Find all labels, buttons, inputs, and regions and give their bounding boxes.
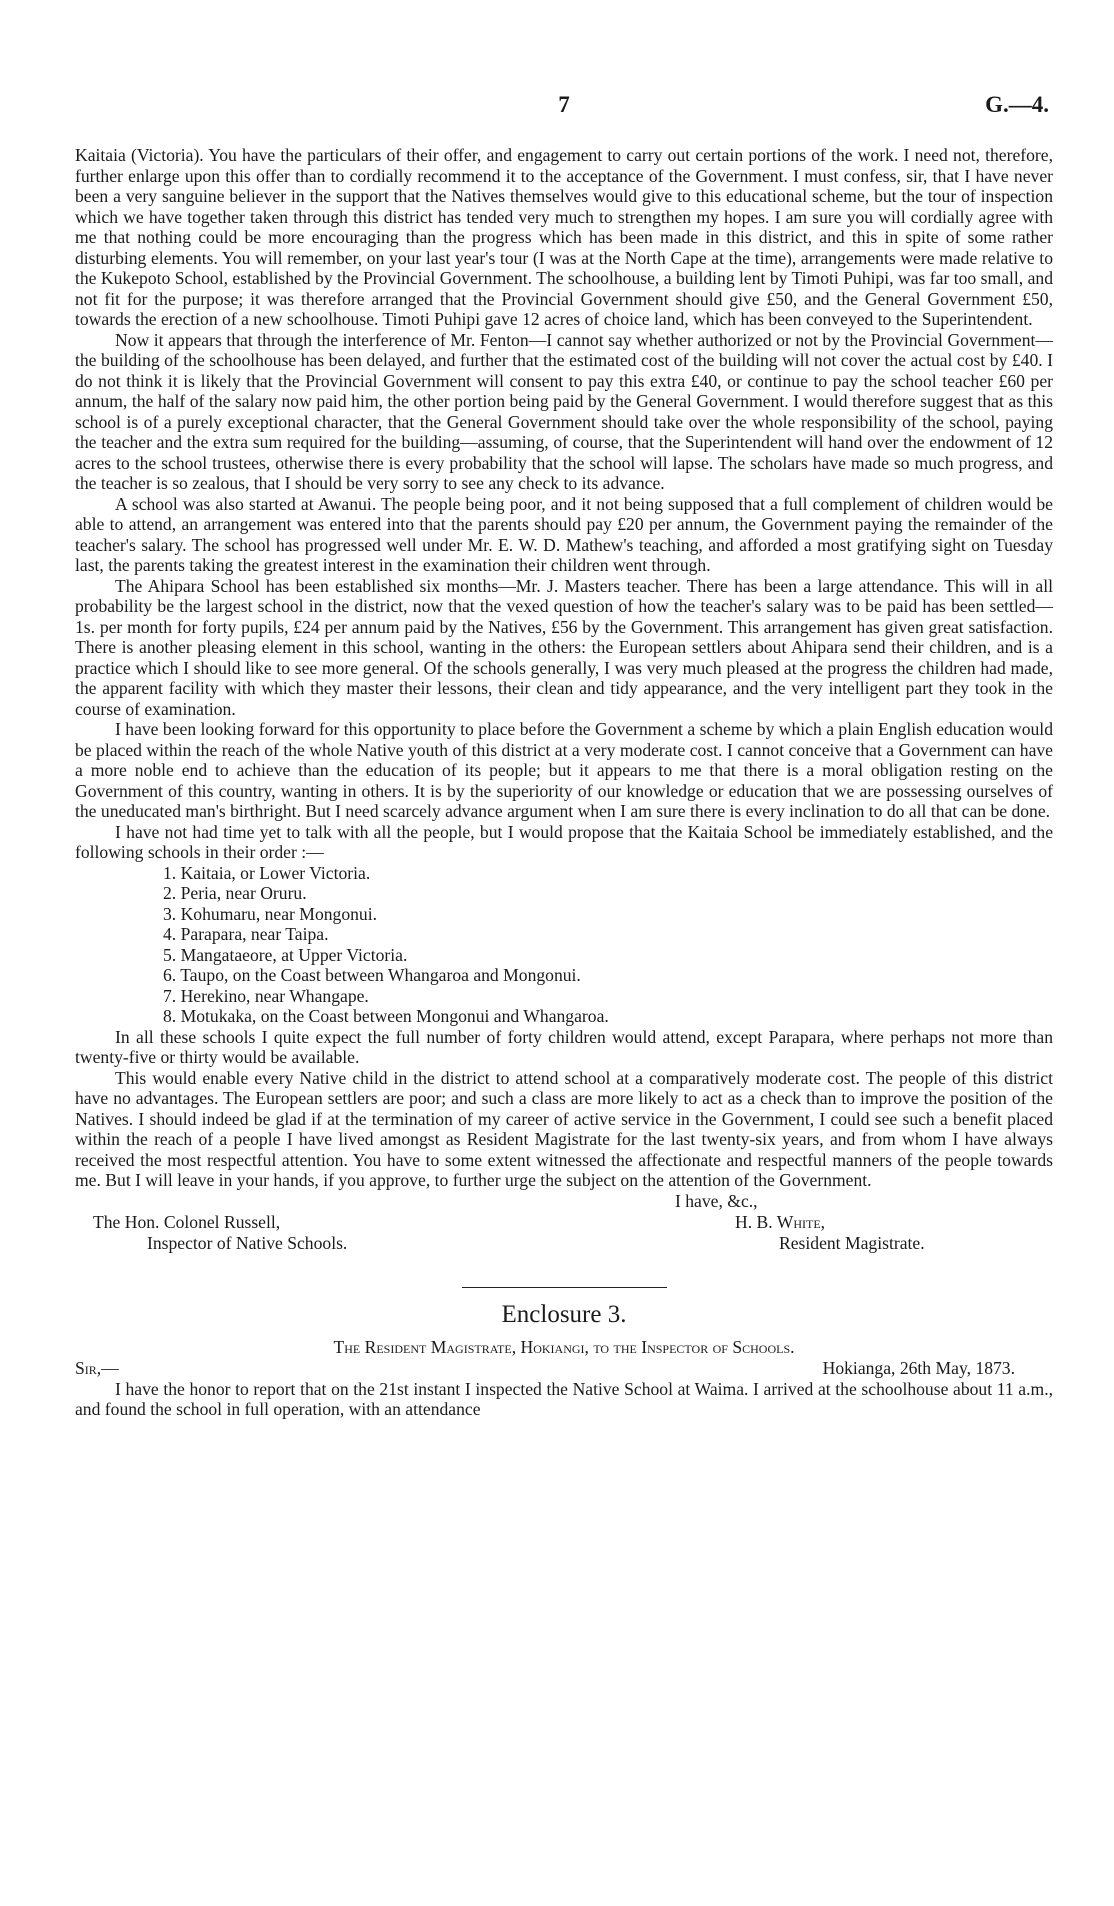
page-number: 7 (558, 92, 570, 117)
section-divider (462, 1287, 667, 1288)
addressee-name: The Hon. Colonel Russell, (93, 1211, 281, 1232)
salutation-line (75, 1358, 1053, 1379)
paragraph: Now it appears that through the interference of Mr. Fenton—I cannot say whether authorized or not by the Provincial Government—the building of the schoolhouse has been delayed, and further that the estimated cost of the building will not cover the actual cost by £40. I do not think it is likely that the Provincial Government will consent to pay this extra £40, or continue to pay the school teacher £60 per annum, the half of the salary now paid him, the other portion being paid by the General Government. I would therefore suggest that as this school is of a purely exceptional character, that the General Government should take over the whole responsibility of the school, paying the teacher and the extra sum required for the building—assuming, of course, that the Superintendent will hand over the endowment of 12 acres to the school trustees, otherwise there is every probability that the school will lapse. The scholars have made so much progress, and the teacher is so zealous, that I should be very sorry to see any check to its advance. (75, 329, 1053, 493)
enclosure-title: Enclosure 3. (501, 1300, 627, 1328)
list-item: 3. Kohumaru, near Mongonui. (163, 903, 378, 924)
paragraph: In all these schools I quite expect the full number of forty children would attend, except Parapara, where perhaps not more than twenty-five or thirty would be available. (75, 1026, 1053, 1067)
list-item: 4. Parapara, near Taipa. (163, 924, 329, 944)
paragraph: This would enable every Native child in the district to attend school at a comparatively moderate cost. The people of this district have no advantages. The European settlers are poor; and such a class are more likely to act as a check than to improve the position of the Natives. I should indeed be glad if at the termination of my career of active service in the Government, I could see such a benefit placed within the reach of a people I have lived amongst as Resident Magistrate for the last twenty-six years, and from whom I have always received the most respectful attention. You have to some extent witnessed the affectionate and respectful manners of the people towards me. But I will leave in your hands, if you approve, to further urge the subject on the attention of the Government. (75, 1067, 1053, 1190)
document-reference: G.—4. (985, 92, 1049, 117)
paragraph: Kaitaia (Victoria). You have the particulars of their offer, and engagement to carry out certain portions of the work. I need not, therefore, further enlarge upon this offer than to cordially recommend it to the acceptance of the Government. I must confess, sir, that I have never been a very sanguine believer in the support that the Natives themselves would give to this educational scheme, but the tour of inspection which we have together taken through this district has tended very much to strengthen my hopes. I am sure you will cordially agree with me that nothing could be more encouraging than the progress which has been made in this district, and this in spite of some rather disturbing elements. You will remember, on your last year's tour (I was at the North Cape at the time), arrangements were made relative to the Kukepoto School, established by the Provincial Government. The schoolhouse, a building lent by Timoti Puhipi, was far too small, and not fit for the purpose; it was therefore arranged that the Provincial Government should give £50, and the General Government £50, towards the erection of a new schoolhouse. Timoti Puhipi gave 12 acres of choice land, which has been conveyed to the Superintendent. (75, 145, 1053, 329)
list-item: 2. Peria, near Oruru. (163, 883, 307, 903)
list-item: 6. Taupo, on the Coast between Whangaroa and Mongonui. (163, 965, 581, 985)
place-date: Hokianga, 26th May, 1873. (822, 1357, 1015, 1378)
signatory-title: Resident Magistrate. (779, 1232, 925, 1253)
paragraph: I have been looking forward for this opportunity to place before the Government a scheme by which a plain English education would be placed within the reach of the whole Native youth of this district at a very moderate cost. I cannot conceive that a Government can have a more noble end to achieve than the education of its people; but it appears to me that there is a moral obligation resting on the Government of this country, wanting in others. It is by the superiority of our knowledge or education that we are possessing ourselves of the uneducated man's birthright. But I need scarcely advance argument when I am sure there is every inclination to do all that can be done. (75, 719, 1053, 821)
school-list (75, 863, 1053, 1027)
list-item: 7. Herekino, near Whangape. (163, 985, 369, 1006)
signatory-name: H. B. White, (735, 1211, 826, 1232)
list-item: 8. Motukaka, on the Coast between Mongonui and Whangaroa. (163, 1006, 609, 1026)
paragraph: A school was also started at Awanui. The people being poor, and it not being supposed that a full complement of children would be able to attend, an arrangement was entered into that the parents should pay £20 per annum, the Government paying the remainder of the teacher's salary. The school has progressed well under Mr. E. W. D. Mathew's teaching, and afforded a most gratifying sight on Tuesday last, the parents taking the greatest interest in the examination their children went through. (75, 493, 1053, 575)
paragraph: The Ahipara School has been established six months—Mr. J. Masters teacher. There has been a large attendance. This will in all probability be the largest school in the district, now that the vexed question of how the teacher's salary was to be paid has been settled—1s. per month for forty pupils, £24 per annum paid by the Natives, £56 by the Government. This arrangement has given great satisfaction. There is another pleasing element in this school, wanting in the others: the European settlers about Ahipara send their children, and is a practice which I should like to see more general. Of the schools generally, I was very much pleased at the progress the children had made, the apparent facility with which they master their lessons, their clean and tidy appearance, and the very intelligent part they took in the course of examination. (75, 575, 1053, 719)
list-item: 1. Kaitaia, or Lower Victoria. (163, 862, 371, 883)
paragraph: I have not had time yet to talk with all the people, but I would propose that the Kaitaia School be immediately established, and the following schools in their order :— (75, 821, 1053, 862)
valediction: I have, &c., (675, 1190, 758, 1211)
paragraph: I have the honor to report that on the 21st instant I inspected the Native School at Waima. I arrived at the schoolhouse about 11 a.m., and found the school in full operation, with an attendance (75, 1378, 1053, 1419)
page-header (75, 92, 1053, 122)
salutation: Sir,— (75, 1357, 119, 1378)
enclosure-subtitle: The Resident Magistrate, Hokiangi, to the Inspector of Schools. (333, 1336, 795, 1357)
addressee-title: Inspector of Native Schools. (147, 1232, 348, 1253)
letter-body (75, 145, 1053, 1420)
letter-closing (75, 1191, 1053, 1253)
list-item: 5. Mangataeore, at Upper Victoria. (163, 944, 408, 965)
